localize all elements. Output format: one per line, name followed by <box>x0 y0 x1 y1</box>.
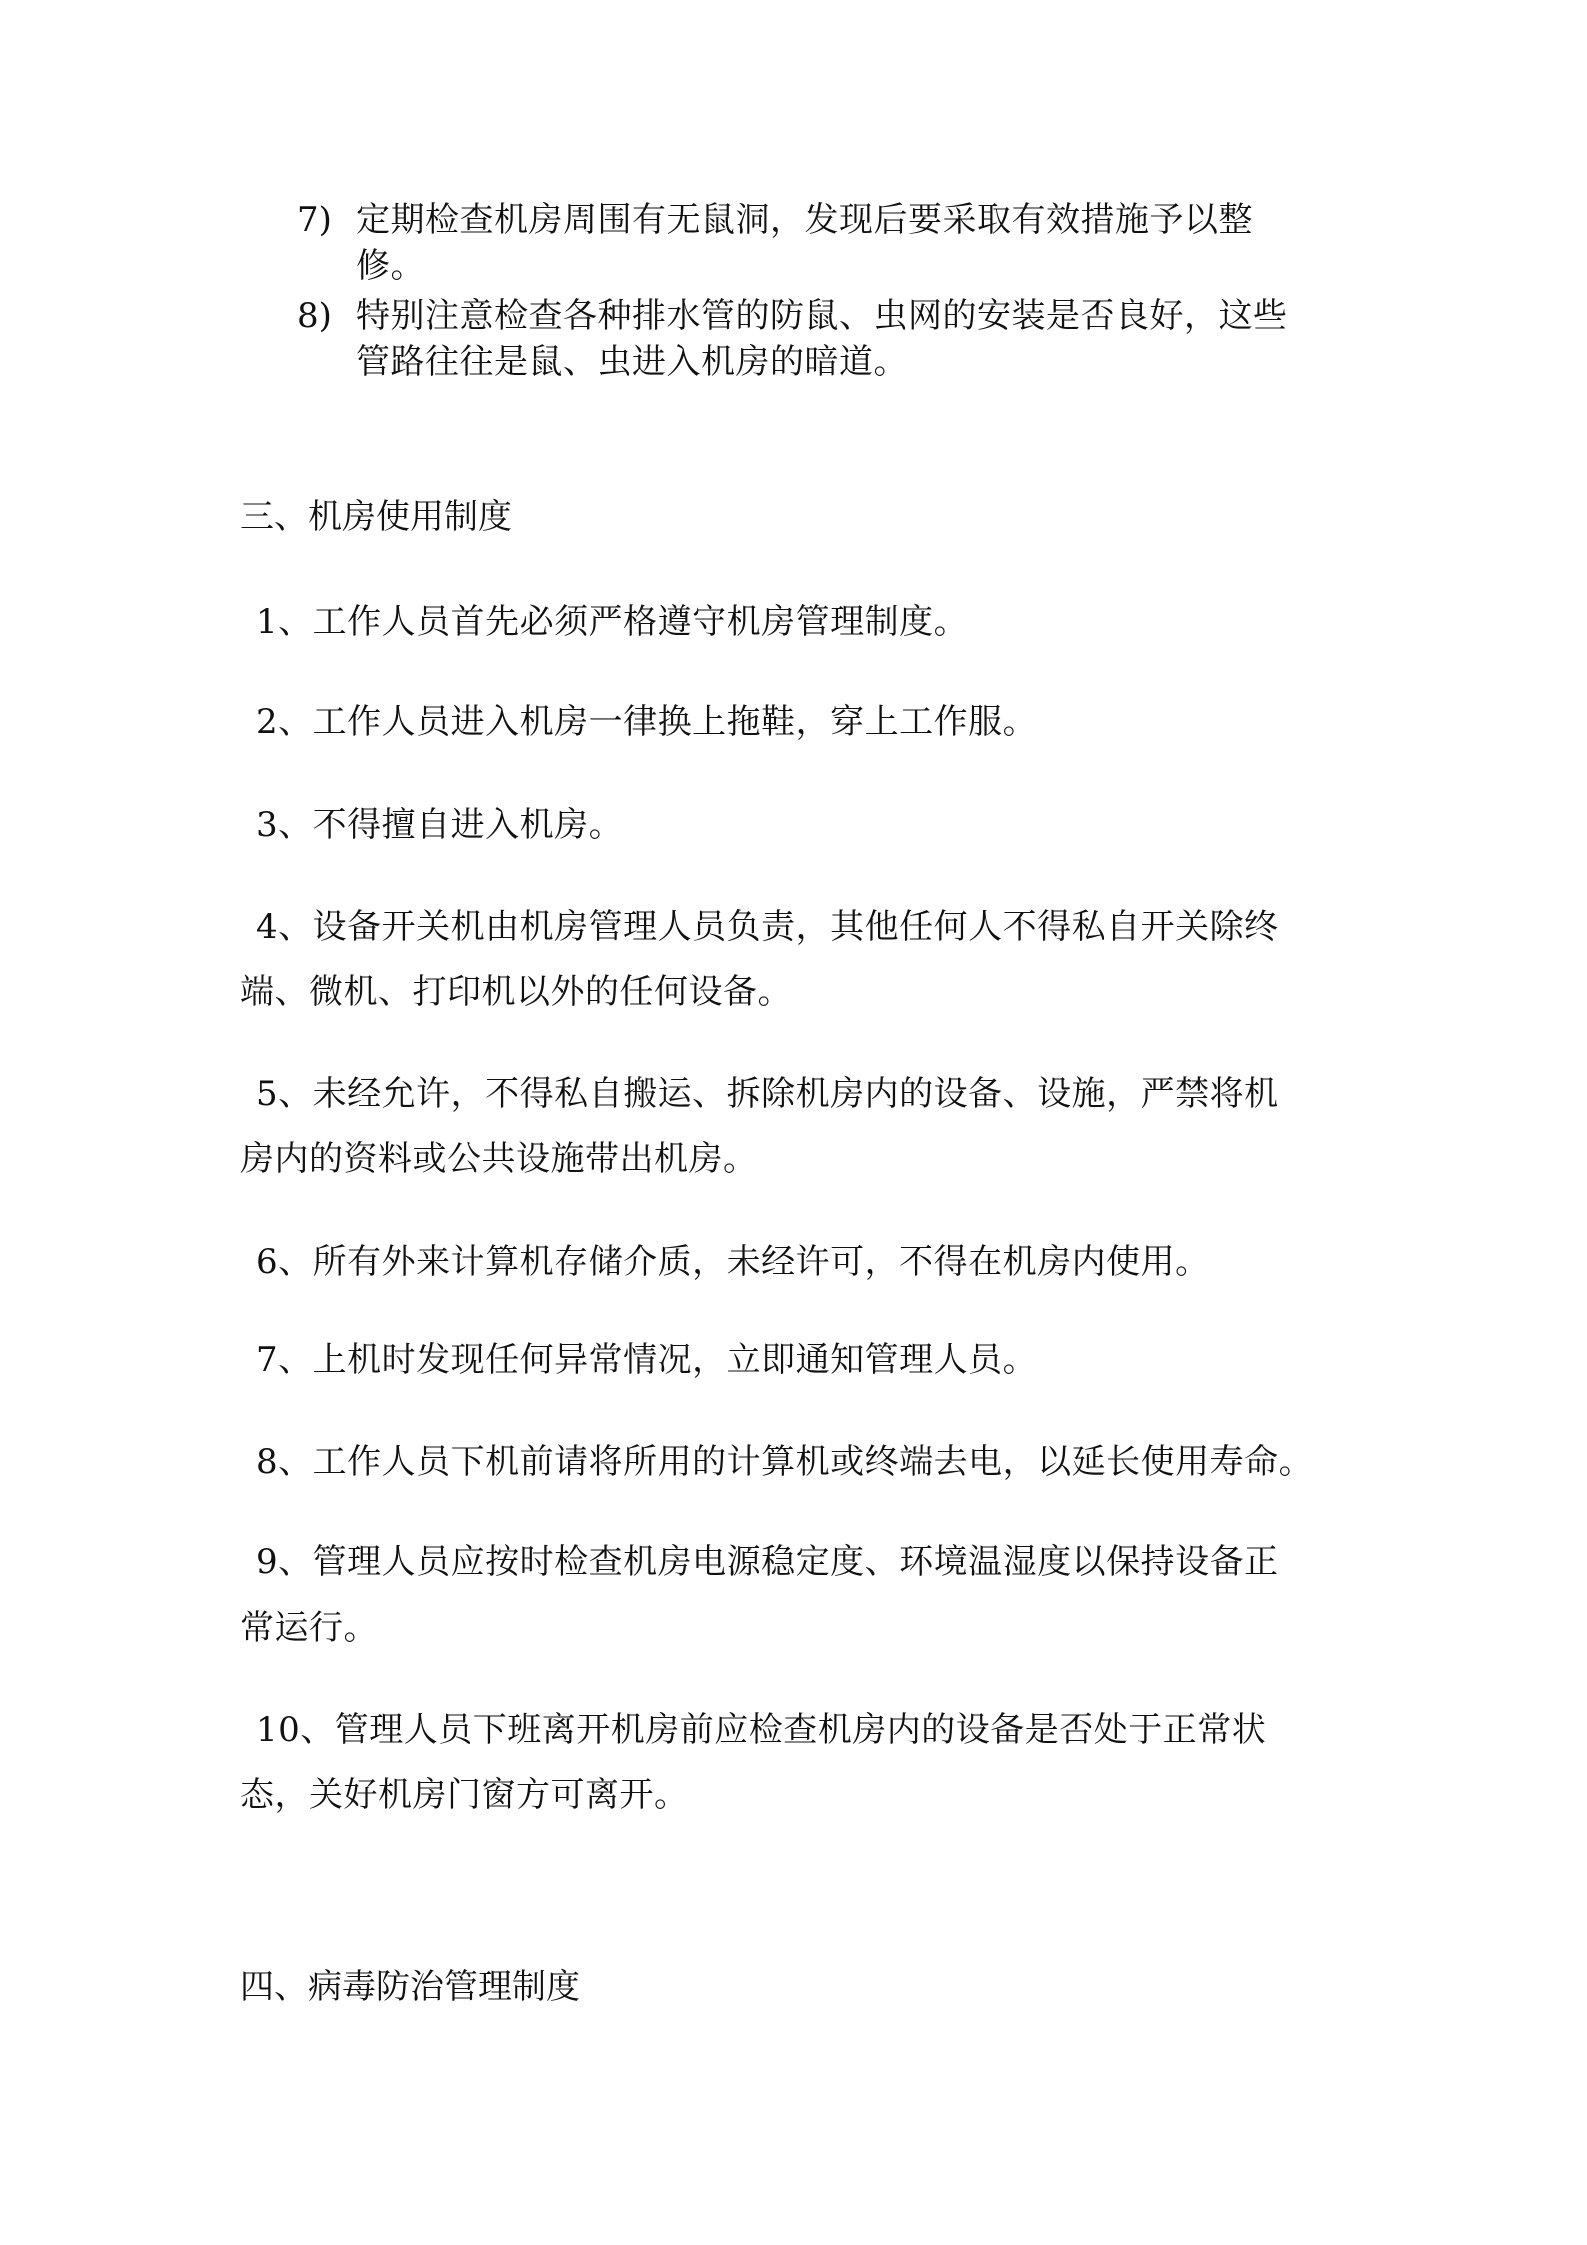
rule-item-3: 3、不得擅自进入机房。 <box>256 805 624 845</box>
list-item-line: 定期检查机房周围有无鼠洞，发现后要采取有效措施予以整 <box>356 200 1253 240</box>
rule-item-5-cont: 房内的资料或公共设施带出机房。 <box>240 1139 758 1179</box>
list-item-line: 修。 <box>356 246 425 286</box>
list-number: 8) <box>297 296 332 336</box>
rule-item-6: 6、所有外来计算机存储介质，未经许可，不得在机房内使用。 <box>256 1242 1210 1282</box>
rule-item-9-cont: 常运行。 <box>240 1608 378 1648</box>
rule-item-8: 8、工作人员下机前请将所用的计算机或终端去电，以延长使用寿命。 <box>256 1442 1314 1482</box>
rule-item-5: 5、未经允许，不得私自搬运、拆除机房内的设备、设施，严禁将机 <box>256 1074 1279 1114</box>
list-item-line: 特别注意检查各种排水管的防鼠、虫网的安装是否良好，这些 <box>356 296 1288 336</box>
section-heading-3: 三、机房使用制度 <box>240 497 512 537</box>
section-heading-4: 四、病毒防治管理制度 <box>240 1967 580 2007</box>
rule-item-4-cont: 端、微机、打印机以外的任何设备。 <box>240 972 792 1012</box>
rule-item-2: 2、工作人员进入机房一律换上拖鞋，穿上工作服。 <box>256 702 1038 742</box>
rule-item-10-cont: 态，关好机房门窗方可离开。 <box>240 1775 689 1815</box>
rule-item-4: 4、设备开关机由机房管理人员负责，其他任何人不得私自开关除终 <box>256 907 1279 947</box>
rule-item-10: 10、管理人员下班离开机房前应检查机房内的设备是否处于正常状 <box>256 1710 1267 1750</box>
list-number: 7) <box>297 200 332 240</box>
list-item-line: 管路往往是鼠、虫进入机房的暗道。 <box>356 342 908 382</box>
rule-item-7: 7、上机时发现任何异常情况，立即通知管理人员。 <box>256 1340 1038 1380</box>
rule-item-9: 9、管理人员应按时检查机房电源稳定度、环境温湿度以保持设备正 <box>256 1542 1279 1582</box>
rule-item-1: 1、工作人员首先必须严格遵守机房管理制度。 <box>256 602 969 642</box>
